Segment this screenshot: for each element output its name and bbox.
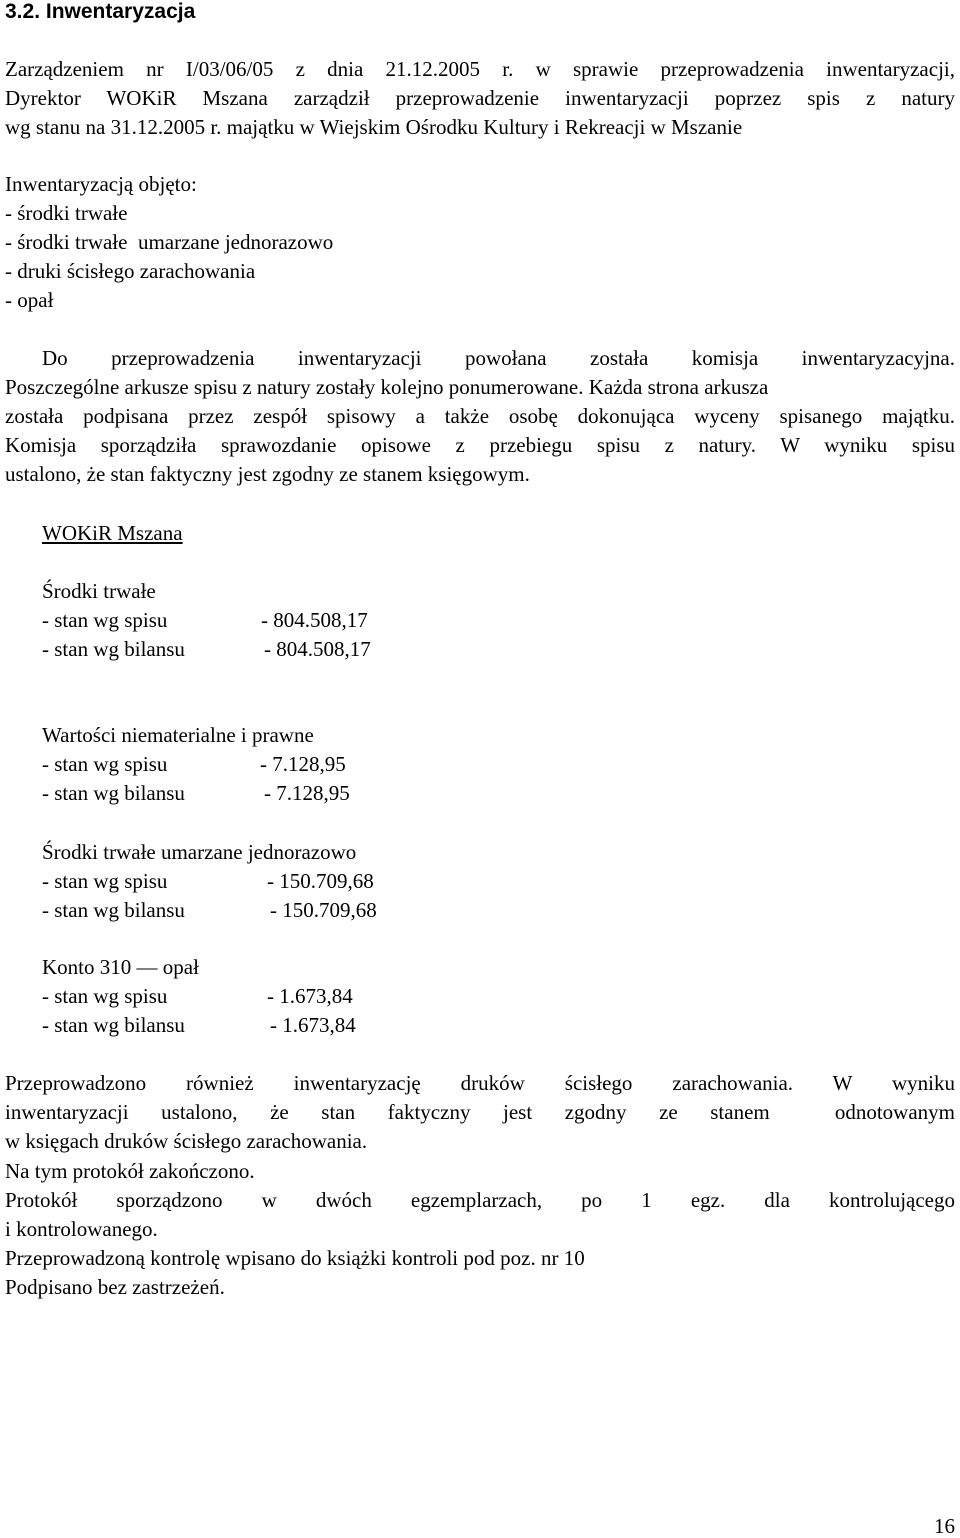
group-row bbox=[42, 1011, 642, 1040]
closing-line-4: Przeprowadzoną kontrolę wpisano do książki kontroli pod poz. nr 10 bbox=[5, 1246, 585, 1270]
forms-line-3: w księgach druków ścisłego zarachowania. bbox=[5, 1129, 368, 1153]
intro-line-1: Zarządzeniem nr I/03/06/05 z dnia 21.12.2005 r. w sprawie przeprowadzenia inwentaryzacji, bbox=[5, 57, 955, 81]
closing-line-2: Protokół sporządzono w dwóch egzemplarzach, po 1 egz. dla kontrolującego bbox=[5, 1188, 955, 1212]
row-value: - 804.508,17 bbox=[261, 608, 368, 632]
row-label: - stan wg bilansu bbox=[42, 637, 185, 661]
forms-paragraph bbox=[5, 1069, 955, 1156]
row-label: - stan wg bilansu bbox=[42, 898, 185, 922]
group-row bbox=[42, 867, 642, 896]
group-title: Wartości niematerialne i prawne bbox=[42, 723, 314, 747]
intro-line-3: wg stanu na 31.12.2005 r. majątku w Wiejskim Ośrodku Kultury i Rekreacji w Mszanie bbox=[5, 115, 743, 139]
row-label: - stan wg spisu bbox=[42, 869, 168, 893]
scope-list bbox=[5, 170, 955, 315]
forms-line-1: Przeprowadzono również inwentaryzację druków ścisłego zarachowania. W wyniku bbox=[5, 1071, 955, 1095]
row-value: - 804.508,17 bbox=[264, 637, 371, 661]
forms-line-2: inwentaryzacji ustalono, że stan faktyczny jest zgodny ze stanem odnotowanym bbox=[5, 1100, 955, 1124]
group-title: Środki trwałe umarzane jednorazowo bbox=[42, 840, 357, 864]
intro-line-2: Dyrektor WOKiR Mszana zarządził przeprowadzenie inwentaryzacji poprzez spis z natury bbox=[5, 86, 955, 110]
unit-title: WOKiR Mszana bbox=[42, 521, 183, 545]
group-row bbox=[42, 606, 642, 635]
row-value: - 1.673,84 bbox=[267, 984, 353, 1008]
row-label: - stan wg bilansu bbox=[42, 781, 185, 805]
asset-group-fixed-assets bbox=[42, 577, 642, 664]
row-label: - stan wg spisu bbox=[42, 752, 168, 776]
commission-line-1: Do przeprowadzenia inwentaryzacji powołana została komisja inwentaryzacyjna. bbox=[42, 346, 955, 370]
group-row bbox=[42, 750, 642, 779]
group-title: Środki trwałe bbox=[42, 579, 156, 603]
commission-paragraph bbox=[5, 344, 955, 489]
row-value: - 150.709,68 bbox=[267, 869, 374, 893]
group-row bbox=[42, 779, 642, 808]
group-row bbox=[42, 635, 642, 664]
intro-paragraph bbox=[5, 55, 955, 142]
commission-line-4: Komisja sporządziła sprawozdanie opisowe z przebiegu spisu z natury. W wyniku spisu bbox=[5, 433, 955, 457]
section-title: 3.2. Inwentaryzacja bbox=[5, 0, 196, 23]
page-number: 16 bbox=[934, 1514, 955, 1538]
asset-group-low-value bbox=[42, 838, 642, 925]
row-label: - stan wg spisu bbox=[42, 984, 168, 1008]
row-label: - stan wg bilansu bbox=[42, 1013, 185, 1037]
row-value: - 1.673,84 bbox=[270, 1013, 356, 1037]
group-title: Konto 310 — opał bbox=[42, 955, 199, 979]
scope-item: - środki trwałe umarzane jednorazowo bbox=[5, 230, 334, 254]
asset-group-intangibles bbox=[42, 721, 642, 808]
closing-paragraph bbox=[5, 1157, 955, 1302]
scope-item: - opał bbox=[5, 288, 54, 312]
scope-item: - środki trwałe bbox=[5, 201, 128, 225]
row-value: - 150.709,68 bbox=[270, 898, 377, 922]
asset-group-fuel bbox=[42, 953, 642, 1040]
group-row bbox=[42, 896, 642, 925]
closing-line-3: i kontrolowanego. bbox=[5, 1217, 158, 1241]
row-value: - 7.128,95 bbox=[264, 781, 350, 805]
row-value: - 7.128,95 bbox=[260, 752, 346, 776]
commission-line-5: ustalono, że stan faktyczny jest zgodny ze stanem księgowym. bbox=[5, 462, 530, 486]
closing-line-1: Na tym protokół zakończono. bbox=[5, 1159, 255, 1183]
scope-heading: Inwentaryzacją objęto: bbox=[5, 172, 197, 196]
scope-item: - druki ścisłego zarachowania bbox=[5, 259, 256, 283]
closing-line-5: Podpisano bez zastrzeżeń. bbox=[5, 1275, 225, 1299]
group-row bbox=[42, 982, 642, 1011]
row-label: - stan wg spisu bbox=[42, 608, 168, 632]
commission-line-3: została podpisana przez zespół spisowy a także osobę dokonująca wyceny spisanego majątku. bbox=[5, 404, 955, 428]
commission-line-2: Poszczególne arkusze spisu z natury zostały kolejno ponumerowane. Każda strona arkusza bbox=[5, 375, 769, 399]
